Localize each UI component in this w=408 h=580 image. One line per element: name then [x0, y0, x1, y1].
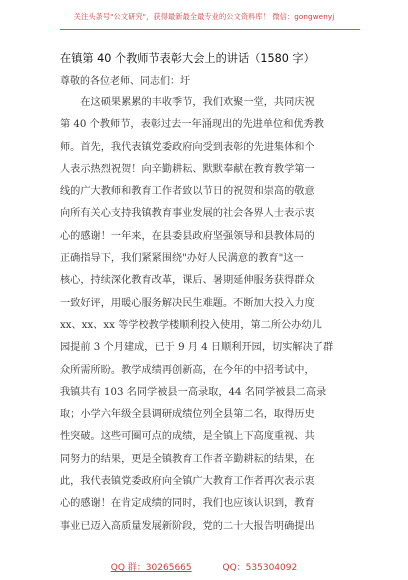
qq-group-link[interactable]: QQ 群：30265665 [110, 563, 192, 573]
body-line: 众所需所盼。教学成绩再创新高，在今年的中招考试中， [60, 364, 315, 376]
qq-contact: QQ：535304092 [222, 563, 298, 573]
body-line: 向所有关心支持我镇教育事业发展的社会各界人士表示衷 [60, 208, 315, 220]
page-footer [0, 560, 408, 573]
body-line: 一致好评，用暖心服务解决民生难题。不断加大投入力度 [60, 297, 315, 309]
body-line: 园提前 3 个月建成，已于 9 月 4 日顺利开园，切实解决了群 [60, 342, 334, 354]
body-line: 人表示热烈祝贺！向辛勤耕耘、默默奉献在教育教学第一 [60, 163, 315, 175]
greeting-line: 尊敬的各位老师、同志们：圩 [60, 76, 190, 87]
body-line: 取；小学六年级全县调研成绩位列全县第二名，取得历史 [60, 409, 315, 421]
body-line: 在这硕果累累的丰收季节，我们欢聚一堂，共同庆祝 [60, 97, 315, 108]
body-line: xx、xx、xx 等学校教学楼顺利投入使用，第二所公办幼儿 [60, 319, 322, 331]
body-line: 我镇共有 103 名同学被县一高录取，44 名同学被县二高录 [60, 386, 327, 398]
header-banner: 关注头条号"公文研究"，获得最新最全最专业的公文资料库！ 微信：gongwenyj [73, 12, 335, 21]
document-title: 在镇第 40 个教师节表彰大会上的讲话（1580 字） [60, 52, 315, 65]
body-line: 线的广大教师和教育工作者致以节日的祝贺和崇高的敬意 [60, 186, 315, 198]
body-line: 事业已迈入高质量发展新阶段，党的二十大报告明确提出 [60, 520, 315, 532]
body-line: 正确指导下，我们紧紧围绕"办好人民满意的教育"这一 [60, 253, 304, 265]
header-divider [60, 29, 360, 30]
body-line: 心的感谢！在肯定成绩的同时，我们也应该认识到，教育 [60, 498, 315, 510]
body-line: 第 40 个教师节，表彰过去一年涌现出的先进单位和优秀教 [60, 119, 324, 131]
body-line: 此，我代表镇党委政府向全镇广大教育工作者再次表示衷 [60, 476, 315, 488]
body-line: 师。首先，我代表镇党委政府向受到表彰的先进集体和个 [60, 141, 315, 153]
body-line: 心的感谢！一年来，在县委县政府坚强领导和县教体局的 [60, 230, 315, 242]
document-body [60, 92, 356, 538]
body-line: 核心，持续深化教育改革，课后、暑期延伸服务获得群众 [60, 275, 315, 287]
body-line: 同努力的结果，更是全镇教育工作者辛勤耕耘的结果，在 [60, 453, 315, 465]
body-line: 性突破。这些可圈可点的成绩，是全镇上下高度重视、共 [60, 431, 315, 443]
